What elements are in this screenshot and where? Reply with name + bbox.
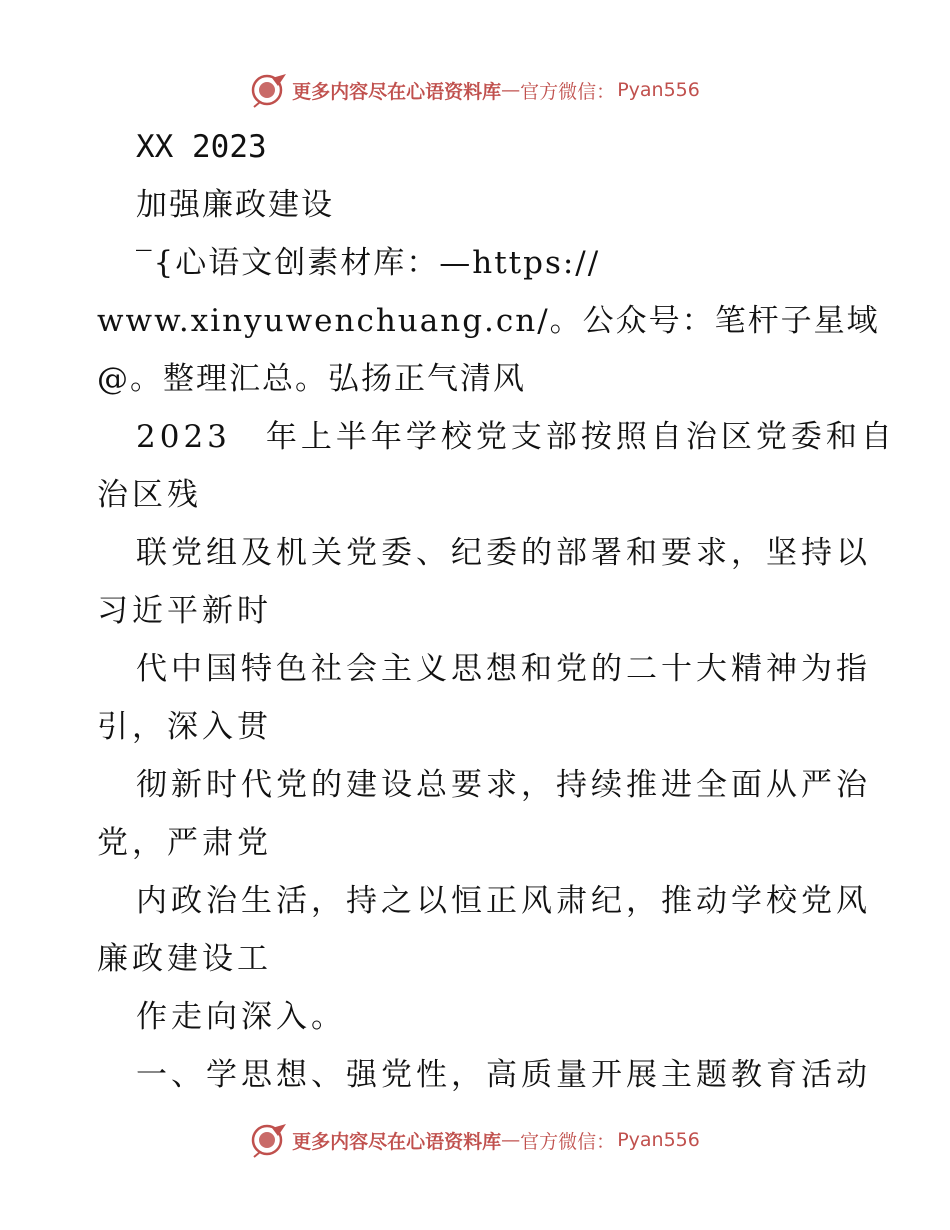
doc-line-paragraph: 党，严肃党 [97,825,272,861]
doc-line-source: ‾{心语文创素材库：—https:// [136,245,601,281]
doc-line-paragraph: 代中国特色社会主义思想和党的二十大精神为指 [136,651,871,687]
document-body [0,124,950,1110]
footer-watermark [0,1120,950,1160]
doc-line-paragraph: 习近平新时 [97,593,272,629]
doc-line-paragraph: 治区残 [97,477,202,513]
watermark-dash: — [501,79,521,101]
doc-line-url: www.xinyuwenchuang.cn/。公众号：笔杆子星域 [97,303,880,339]
seal-logo-icon [250,1122,288,1158]
seal-logo-icon [250,72,288,108]
watermark-official-label: 官方微信： [520,80,616,103]
watermark-wechat-id: Pyan556 [617,1129,700,1151]
doc-line-paragraph: 联党组及机关党委、纪委的部署和要求，坚持以 [136,535,871,571]
watermark-official-label: 官方微信： [520,1130,616,1153]
header-watermark [0,70,950,110]
doc-line-section-heading: 一、学思想、强党性，高质量开展主题教育活动 [136,1057,871,1093]
doc-line-slogan: @。整理汇总。弘扬正气清风 [97,361,526,397]
doc-line-paragraph: 廉政建设工 [97,941,272,977]
doc-line-paragraph: 作走向深入。 [136,999,346,1035]
watermark-wechat-id: Pyan556 [617,79,700,101]
watermark-dash: — [501,1129,521,1151]
doc-line-paragraph: 引，深入贯 [97,709,272,745]
doc-line-title-code: XX 2023 [136,129,267,165]
doc-line-paragraph: 2023 年上半年学校党支部按照自治区党委和自 [136,419,896,455]
doc-line-title: 加强廉政建设 [136,187,334,223]
watermark-text: 更多内容尽在心语资料库 [292,80,502,103]
doc-line-paragraph: 内政治生活，持之以恒正风肃纪，推动学校党风 [136,883,871,919]
doc-line-paragraph: 彻新时代党的建设总要求，持续推进全面从严治 [136,767,871,803]
watermark-text: 更多内容尽在心语资料库 [292,1130,502,1153]
